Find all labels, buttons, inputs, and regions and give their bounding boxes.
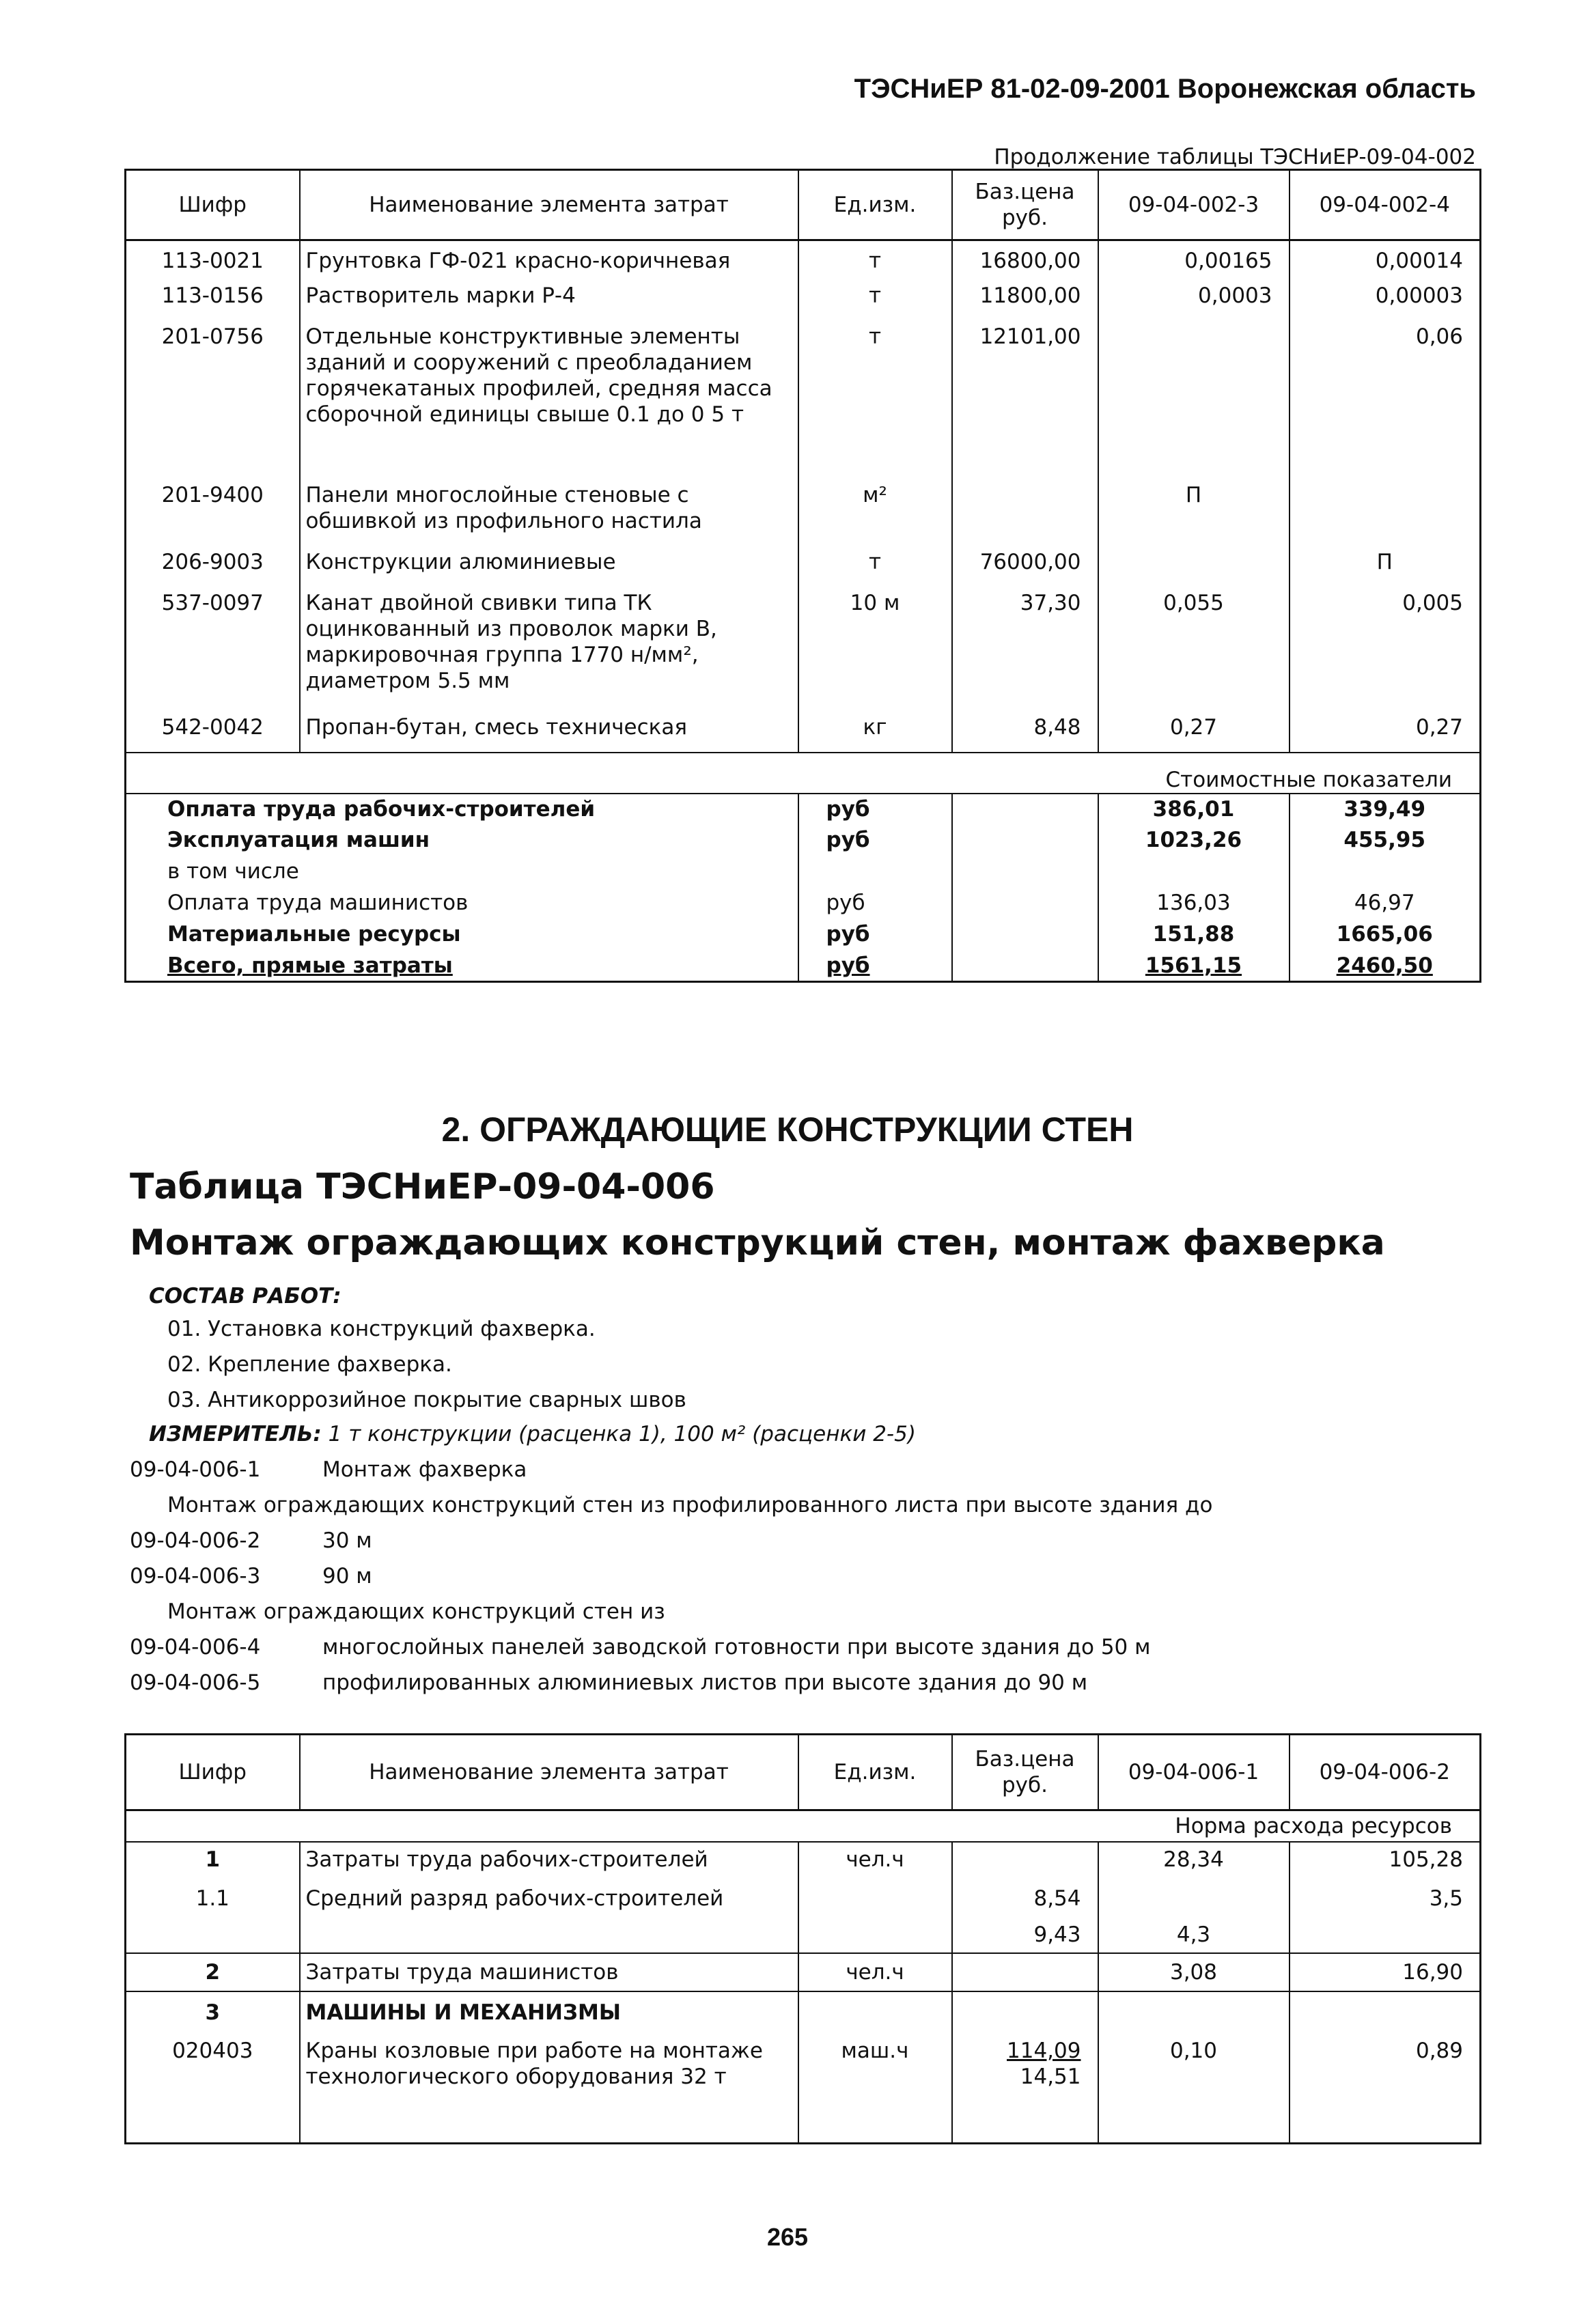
cost-value: 1561,15 <box>1098 951 1290 982</box>
cell-unit: маш.ч <box>798 2034 952 2143</box>
col-header-price: Баз.цена руб. <box>952 1735 1098 1810</box>
col-header-rate-3: 09-04-002-3 <box>1098 170 1290 240</box>
work-item: 03. Антикоррозийное покрытие сварных швов <box>167 1388 686 1412</box>
cell-value: 0,06 <box>1290 324 1481 482</box>
cost-name: Материальные ресурсы <box>167 921 461 947</box>
cell-unit: м² <box>798 482 952 549</box>
cell-unit: т <box>798 549 952 590</box>
cell-value: 4,3 <box>1098 1917 1290 1953</box>
cost-unit: руб <box>798 888 952 919</box>
cell-value: 105,28 <box>1290 1842 1481 1880</box>
cell-price: 37,30 <box>952 590 1098 714</box>
cost-name: в том числе <box>167 858 299 884</box>
table-row <box>126 283 1481 324</box>
table-row <box>126 1917 1481 1953</box>
cell-code: 113-0021 <box>161 249 264 273</box>
col-header-rate-2: 09-04-006-2 <box>1290 1735 1481 1810</box>
table-row <box>126 714 1481 753</box>
cell-code <box>126 1917 300 1953</box>
cell-price <box>952 1991 1098 2034</box>
cell-unit: чел.ч <box>798 1953 952 1991</box>
cell-name <box>300 1917 798 1953</box>
cell-name: Канат двойной свивки типа ТК оцинкованный из проволок марки В, маркировочная группа 1770 н/мм², диаметром 5.5 мм <box>300 590 798 714</box>
col-header-rate-1: 09-04-006-1 <box>1098 1735 1290 1810</box>
cost-row <box>126 919 1481 951</box>
cost-row <box>126 794 1481 825</box>
rate-text: 30 м <box>322 1528 372 1553</box>
cell-price <box>952 2034 1098 2143</box>
table-header-row <box>126 170 1481 240</box>
table-row <box>126 1880 1481 1917</box>
cell-code: 2 <box>126 1953 300 1991</box>
price-value: 114,09 <box>1007 2039 1081 2063</box>
cell-value: 28,34 <box>1098 1842 1290 1880</box>
cell-unit <box>798 1880 952 1917</box>
cell-price: 8,48 <box>952 714 1098 753</box>
cost-unit: руб <box>798 825 952 856</box>
cell-unit: т <box>798 240 952 283</box>
norm-label-row <box>126 1810 1481 1843</box>
rate-code: 09-04-006-3 <box>130 1564 261 1588</box>
cost-value: 339,49 <box>1290 794 1481 825</box>
cell-name: Затраты труда машинистов <box>300 1953 798 1991</box>
rate-code: 09-04-006-5 <box>130 1670 261 1695</box>
cell-value: П <box>1290 549 1481 590</box>
cost-empty <box>952 888 1098 919</box>
rate-code: 09-04-006-2 <box>130 1528 261 1553</box>
cell-unit <box>798 1917 952 1953</box>
col-header-code: Шифр <box>126 170 300 240</box>
cell-value: 3,08 <box>1098 1953 1290 1991</box>
cell-code: 020403 <box>172 2039 253 2063</box>
meter-line <box>149 1422 916 1446</box>
table-header-row <box>126 1735 1481 1810</box>
cell-code: 113-0156 <box>161 283 264 308</box>
cost-name: Эксплуатация машин <box>167 827 430 852</box>
meter-label: ИЗМЕРИТЕЛЬ: <box>149 1422 322 1446</box>
cost-row <box>126 951 1481 982</box>
table-row <box>126 1953 1481 1991</box>
cell-price: 11800,00 <box>952 283 1098 324</box>
rate-text: профилированных алюминиевых листов при высоте здания до 90 м <box>322 1670 1088 1695</box>
cell-price: 76000,00 <box>952 549 1098 590</box>
table-row <box>126 1991 1481 2034</box>
cell-name: Отдельные конструктивные элементы зданий и сооружений с преобладанием горячекатаных профилей, средняя масса сборочной единицы свыше 0.1 до 0 5 т <box>300 324 798 482</box>
cost-value: 386,01 <box>1098 794 1290 825</box>
cell-value: 0,89 <box>1290 2034 1481 2143</box>
table-row <box>126 590 1481 714</box>
cost-value: 46,97 <box>1290 888 1481 919</box>
cell-name: МАШИНЫ И МЕХАНИЗМЫ <box>300 1991 798 2034</box>
works-label: СОСТАВ РАБОТ: <box>149 1284 342 1308</box>
cell-value: 0,00014 <box>1290 240 1481 283</box>
cost-value: 2460,50 <box>1290 951 1481 982</box>
cost-empty <box>952 856 1098 888</box>
cell-unit: 10 м <box>798 590 952 714</box>
cost-empty <box>952 794 1098 825</box>
cell-value <box>1098 324 1290 482</box>
table-subtitle: Монтаж ограждающих конструкций стен, монтаж фахверка <box>130 1222 1385 1263</box>
table-row <box>126 482 1481 549</box>
cost-unit <box>798 856 952 888</box>
cost-value: 151,88 <box>1098 919 1290 951</box>
cost-value: 455,95 <box>1290 825 1481 856</box>
cost-value <box>1290 856 1481 888</box>
cell-unit: кг <box>798 714 952 753</box>
cell-price <box>952 1842 1098 1880</box>
cell-name: Затраты труда рабочих-строителей <box>300 1842 798 1880</box>
cell-value <box>1098 1991 1290 2034</box>
document-header: ТЭСНиЕР 81-02-09-2001 Воронежская область <box>854 74 1476 104</box>
cell-price: 9,43 <box>952 1917 1098 1953</box>
cell-code: 537-0097 <box>161 590 264 615</box>
cost-value: 136,03 <box>1098 888 1290 919</box>
cell-code: 542-0042 <box>161 714 264 740</box>
table-title: Таблица ТЭСНиЕР-09-04-006 <box>130 1166 715 1207</box>
cell-unit: т <box>798 283 952 324</box>
cell-price <box>952 1953 1098 1991</box>
rate-code: 09-04-006-1 <box>130 1457 261 1482</box>
cell-name: Краны козловые при работе на монтаже технологического оборудования 32 т <box>300 2034 798 2143</box>
cell-value: 0,27 <box>1098 714 1290 753</box>
cell-code: 3 <box>126 1991 300 2034</box>
table-row <box>126 324 1481 482</box>
page-number: 265 <box>766 2223 809 2251</box>
cell-value: 0,27 <box>1290 714 1481 753</box>
cost-empty <box>952 825 1098 856</box>
rate-text: многослойных панелей заводской готовности при высоте здания до 50 м <box>322 1635 1151 1660</box>
cell-value: 0,10 <box>1098 2034 1290 2143</box>
cost-value: 1023,26 <box>1098 825 1290 856</box>
work-item: 02. Крепление фахверка. <box>167 1352 452 1377</box>
col-header-name: Наименование элемента затрат <box>300 1735 798 1810</box>
cell-value <box>1098 549 1290 590</box>
cost-name: Всего, прямые затраты <box>167 953 453 978</box>
cell-unit: чел.ч <box>798 1842 952 1880</box>
col-header-rate-4: 09-04-002-4 <box>1290 170 1481 240</box>
cell-price <box>952 482 1098 549</box>
cost-row <box>126 856 1481 888</box>
rate-group-text: Монтаж ограждающих конструкций стен из <box>167 1599 665 1624</box>
rate-text: Монтаж фахверка <box>322 1457 527 1482</box>
cell-code: 201-0756 <box>161 324 264 349</box>
price-value-secondary: 14,51 <box>1020 2064 1081 2089</box>
rate-text: 90 м <box>322 1564 372 1588</box>
cell-code: 206-9003 <box>161 549 264 574</box>
cell-price: 12101,00 <box>952 324 1098 482</box>
cost-name: Оплата труда машинистов <box>167 890 469 915</box>
cell-value: 16,90 <box>1290 1953 1481 1991</box>
cell-value: 0,00003 <box>1290 283 1481 324</box>
cell-code: 1 <box>205 1847 221 1872</box>
cost-empty <box>952 951 1098 982</box>
cost-name: Оплата труда рабочих-строителей <box>167 796 596 822</box>
cell-price: 16800,00 <box>952 240 1098 283</box>
cell-name: Растворитель марки Р-4 <box>300 283 798 324</box>
col-header-price: Баз.цена руб. <box>952 170 1098 240</box>
cost-unit: руб <box>798 951 952 982</box>
cell-value <box>1098 1880 1290 1917</box>
cell-unit: т <box>798 324 952 482</box>
rate-group-text: Монтаж ограждающих конструкций стен из профилированного листа при высоте здания до <box>167 1493 1213 1517</box>
cell-value <box>1290 1991 1481 2034</box>
cell-name: Панели многослойные стеновые с обшивкой из профильного настила <box>300 482 798 549</box>
table-row <box>126 2034 1481 2143</box>
cell-price: 8,54 <box>952 1880 1098 1917</box>
cost-empty <box>952 919 1098 951</box>
table-row <box>126 240 1481 283</box>
col-header-name: Наименование элемента затрат <box>300 170 798 240</box>
cell-code: 1.1 <box>195 1886 229 1911</box>
cost-row <box>126 888 1481 919</box>
cell-name: Конструкции алюминиевые <box>300 549 798 590</box>
cell-value: 0,005 <box>1290 590 1481 714</box>
work-item: 01. Установка конструкций фахверка. <box>167 1317 596 1341</box>
cost-unit: руб <box>798 794 952 825</box>
cell-unit <box>798 1991 952 2034</box>
col-header-code: Шифр <box>126 1735 300 1810</box>
norm-label: Норма расхода ресурсов <box>126 1810 1481 1843</box>
cell-value <box>1290 482 1481 549</box>
meter-text: 1 т конструкции (расценка 1), 100 м² (расценки 2-5) <box>328 1422 916 1446</box>
cell-name: Пропан-бутан, смесь техническая <box>300 714 798 753</box>
table-row <box>126 1842 1481 1880</box>
cost-unit: руб <box>798 919 952 951</box>
rate-code: 09-04-006-4 <box>130 1635 261 1660</box>
cell-value: П <box>1098 482 1290 549</box>
cell-value: 0,0003 <box>1098 283 1290 324</box>
cell-value <box>1290 1917 1481 1953</box>
cost-indicators-label: Стоимостные показатели <box>126 753 1481 794</box>
resources-table-006 <box>124 1733 1481 2144</box>
cell-name: Грунтовка ГФ-021 красно-коричневая <box>300 240 798 283</box>
cost-value <box>1098 856 1290 888</box>
cost-value: 1665,06 <box>1290 919 1481 951</box>
cell-value: 3,5 <box>1290 1880 1481 1917</box>
section-heading: 2. ОГРАЖДАЮЩИЕ КОНСТРУКЦИИ СТЕН <box>441 1110 1134 1149</box>
cell-code: 201-9400 <box>161 482 264 507</box>
cell-value: 0,055 <box>1098 590 1290 714</box>
col-header-unit: Ед.изм. <box>798 170 952 240</box>
resources-table-002 <box>124 169 1481 983</box>
table-continuation-caption: Продолжение таблицы ТЭСНиЕР-09-04-002 <box>994 145 1476 169</box>
cell-value: 0,00165 <box>1098 240 1290 283</box>
section-label-row <box>126 753 1481 794</box>
cell-name: Средний разряд рабочих-строителей <box>300 1880 798 1917</box>
table-row <box>126 549 1481 590</box>
col-header-unit: Ед.изм. <box>798 1735 952 1810</box>
cost-row <box>126 825 1481 856</box>
